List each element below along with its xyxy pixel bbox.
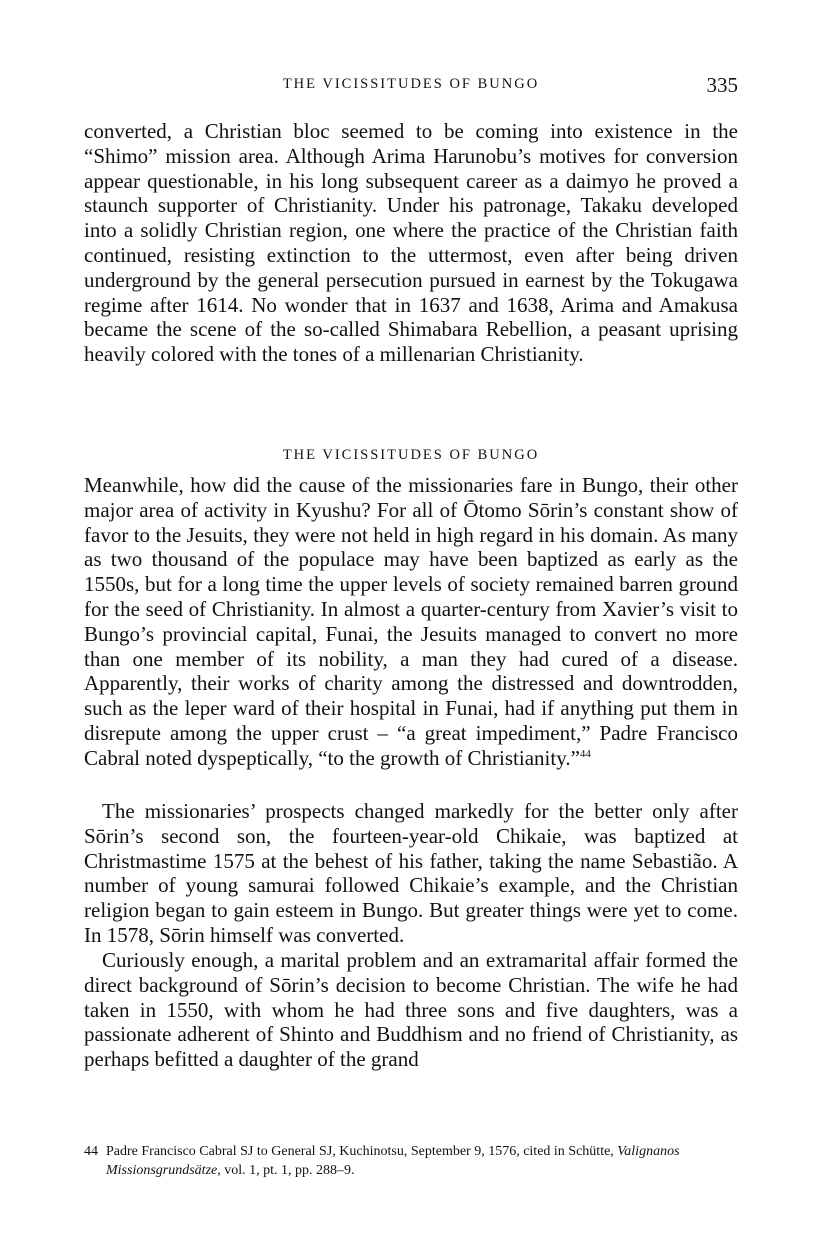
paragraph-2 — [84, 473, 738, 771]
running-head — [84, 73, 738, 97]
section-heading: THE VICISSITUDES OF BUNGO — [282, 447, 540, 463]
page-number: 335 — [706, 73, 738, 97]
footnote-number: 44 — [84, 1144, 98, 1159]
footnote — [84, 1143, 738, 1180]
footnote-text-before: Padre Francisco Cabral SJ to General SJ, Kuchinotsu, September 9, 1576, cited in Schütte, — [106, 1144, 618, 1159]
footnote-text-after: , vol. 1, pt. 1, pp. 288–9. — [217, 1162, 355, 1178]
paragraph-4: Curiously enough, a marital problem and an extramarital affair formed the direct background of Sōrin’s decision to become Christian. The wife he had taken in 1550, with whom he had three sons and five daughters, was a passionate adherent of Shinto and Buddhism and no friend of Christianity, as perhaps befitted a daughter of the grand — [84, 948, 738, 1072]
paragraph-3: The missionaries’ prospects changed markedly for the better only after Sōrin’s second son, the fourteen-year-old Chikaie, was baptized at Christmastime 1575 at the behest of his father, taking the name Sebastião. A number of young samurai followed Chikaie’s example, and the Christian religion began to gain esteem in Bungo. But greater things were yet to come. In 1578, Sōrin himself was converted. — [84, 799, 738, 947]
footnote-reference: 44 — [579, 747, 591, 760]
footnote-book-title: Valignanos Missionsgrundsätze — [106, 1144, 680, 1178]
paragraph-1: converted, a Christian bloc seemed to be coming into existence in the “Shimo” mission area. Although Arima Harunobu’s motives for conversion appear questionable, in his long subsequent career as a daimyo he proved a staunch supporter of Christianity. Under his patronage, Takaku developed into a solidly Christian region, one where the practice of the Christian faith continued, resisting extinction to the uttermost, even after being driven underground by the general persecution pursued in earnest by the Tokugawa regime after 1614. No wonder that in 1637 and 1638, Arima and Amakusa became the scene of the so-called Shimabara Rebellion, a peasant uprising heavily colored with the tones of a millenarian Christianity. — [84, 119, 738, 367]
paragraph-2-text: Meanwhile, how did the cause of the missionaries fare in Bungo, their other major area of activity in Kyushu? For all of Ōtomo Sōrin’s constant show of favor to the Jesuits, they were not held in high regard in his domain. As many as two thousand of the populace may have been baptized as early as the 1550s, but for a long time the upper levels of society remained barren ground for the seed of Christianity. In almost a quarter-century from Xavier’s visit to Bungo’s provincial capital, Funai, the Jesuits managed to convert no more than one member of its nobility, a man they had cured of a disease. Apparently, their works of charity among the distressed and downtrodden, such as the leper ward of their hospital in Funai, had if anything put them in disrepute among the upper crust – “a great impediment,” Padre Francisco Cabral noted dyspeptically, “to the growth of Christianity.” — [84, 473, 738, 770]
running-head-title: THE VICISSITUDES OF BUNGO — [282, 76, 540, 92]
